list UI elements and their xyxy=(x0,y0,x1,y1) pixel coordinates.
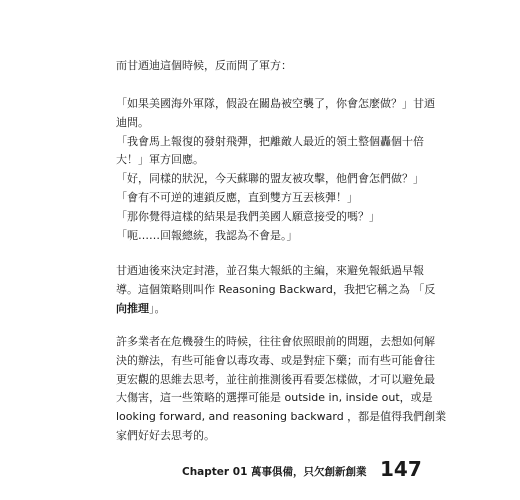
paragraph-line: looking forward, and reasoning backward ，都是值得我們創業 xyxy=(116,410,447,424)
paragraph-line: 家們好好去思考的。 xyxy=(116,428,215,442)
reasoning-backward-paragraph xyxy=(116,262,436,318)
paragraph-line: 導。這個策略則叫作 Reasoning Backward，我把它稱之為 「反 xyxy=(116,282,436,296)
strategy-paragraph xyxy=(116,333,447,446)
dialogue-line: 迪問。 xyxy=(116,115,149,129)
dialogue-line: 大！」軍方回應。 xyxy=(116,153,204,167)
page-number: 147 xyxy=(380,457,422,481)
dialogue-line: 「那你覺得這樣的結果是我們美國人願意接受的嗎？」 xyxy=(116,209,380,223)
chapter-footer: Chapter 01 萬事俱備，只欠創新創業 xyxy=(182,466,367,478)
bold-term: 向推理 xyxy=(116,301,149,315)
paragraph-line xyxy=(116,300,416,319)
paragraph-line: 甘迺迪後來決定封港，並召集大報紙的主編，來避免報紙過早報 xyxy=(116,264,424,277)
paragraph-line: 更宏觀的思維去思考，並往前推測後再看要怎樣做，才可以避免最 xyxy=(116,372,435,386)
intro-paragraph: 而甘迺迪這個時候，反而問了軍方： xyxy=(116,59,292,72)
paragraph-line: 決的辦法，有些可能會以毒攻毒、或是對症下藥；而有些可能會往 xyxy=(116,353,435,367)
paragraph-line-end: 」。 xyxy=(149,301,166,315)
dialogue-line: 「呃……回報總統，我認為不會是。」 xyxy=(116,228,298,242)
dialogue-line: 「我會馬上報復的發射飛彈，把離敵人最近的領土整個轟個十倍 xyxy=(116,134,424,148)
dialogue-line: 「如果美國海外軍隊，假設在關島被空襲了，你會怎麼做？」甘迺 xyxy=(116,97,435,110)
dialogue-line: 「好，同樣的狀況，今天蘇聯的盟友被攻擊，他們會怎們做？」 xyxy=(116,172,424,186)
paragraph-line: 大傷害，這一些策略的選擇可能是 outside in, inside out，或是 xyxy=(116,391,433,405)
dialogue-block xyxy=(116,95,435,245)
paragraph-line: 許多業者在危機發生的時候，往往會依照眼前的問題，去想如何解 xyxy=(116,335,435,348)
dialogue-line: 「會有不可逆的連鎖反應，直到雙方互丟核彈！」 xyxy=(116,190,358,204)
